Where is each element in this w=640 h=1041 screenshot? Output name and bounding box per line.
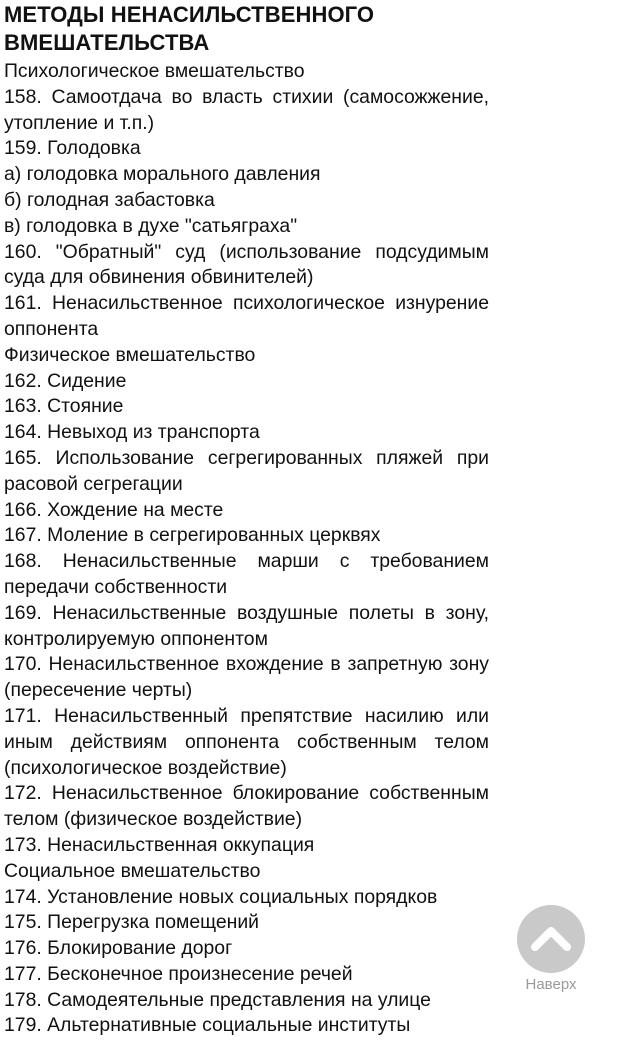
list-item-169: 169. Ненасильственные воздушные полеты в зону, контролируемую оппонентом bbox=[4, 601, 489, 650]
list-item-167: 167. Моление в сегрегированных церквях bbox=[4, 524, 381, 547]
page-title: МЕТОДЫ НЕНАСИЛЬСТВЕННОГО ВМЕШАТЕЛЬСТВА bbox=[4, 2, 375, 55]
sub-item-159b: б) голодная забастовка bbox=[4, 188, 215, 211]
list-item-177: 177. Бесконечное произнесение речей bbox=[4, 962, 353, 985]
list-item-173: 173. Ненасильственная оккупация bbox=[4, 833, 315, 856]
list-item-159: 159. Голодовка bbox=[4, 137, 141, 160]
section-heading-social: Социальное вмешательство bbox=[4, 859, 261, 882]
list-item-163: 163. Стояние bbox=[4, 395, 124, 418]
scroll-to-top-button[interactable] bbox=[516, 905, 586, 995]
list-item-162: 162. Сидение bbox=[4, 369, 127, 392]
list-item-179: 179. Альтернативные социальные институты bbox=[4, 1014, 411, 1037]
sub-item-159a: а) голодовка морального давления bbox=[4, 163, 321, 186]
scroll-to-top-circle[interactable] bbox=[517, 905, 585, 973]
list-item-174: 174. Установление новых социальных порядков bbox=[4, 885, 438, 908]
list-item-175: 175. Перегрузка помещений bbox=[4, 911, 260, 934]
list-item-160: 160. "Обратный" суд (использование подсудимым суда для обвинения обвинителей) bbox=[4, 240, 489, 289]
chevron-up-icon bbox=[517, 905, 585, 973]
list-item-168: 168. Ненасильственные марши с требованием передачи собственности bbox=[4, 550, 489, 598]
list-item-164: 164. Невыход из транспорта bbox=[4, 421, 260, 444]
list-item-171: 171. Ненасильственный препятствие насилию или иным действиям оппонента собственным телом (психологическое воздействие) bbox=[4, 704, 489, 779]
list-item-178: 178. Самодеятельные представления на улице bbox=[4, 988, 431, 1011]
scroll-to-top-label[interactable]: Наверх bbox=[525, 976, 577, 993]
list-item-166: 166. Хождение на месте bbox=[4, 498, 224, 521]
list-item-158: 158. Самоотдача во власть стихии (самосожжение, утопление и т.п.) bbox=[4, 85, 489, 134]
list-item-165: 165. Использование сегрегированных пляжей при расовой сегрегации bbox=[4, 446, 489, 495]
list-item-172: 172. Ненасильственное блокирование собственным телом (физическое воздействие) bbox=[4, 782, 489, 831]
section-heading-physical: Физическое вмешательство bbox=[4, 343, 256, 366]
list-item-161: 161. Ненасильственное психологическое изнурение оппонента bbox=[4, 292, 489, 340]
sub-item-159c: в) голодовка в духе "сатьяграха" bbox=[4, 214, 298, 237]
list-item-176: 176. Блокирование дорог bbox=[4, 937, 233, 960]
list-item-170: 170. Ненасильственное вхождение в запретную зону (пересечение черты) bbox=[4, 653, 489, 702]
section-heading-psychological: Психологическое вмешательство bbox=[4, 60, 305, 82]
document bbox=[4, 0, 489, 1039]
